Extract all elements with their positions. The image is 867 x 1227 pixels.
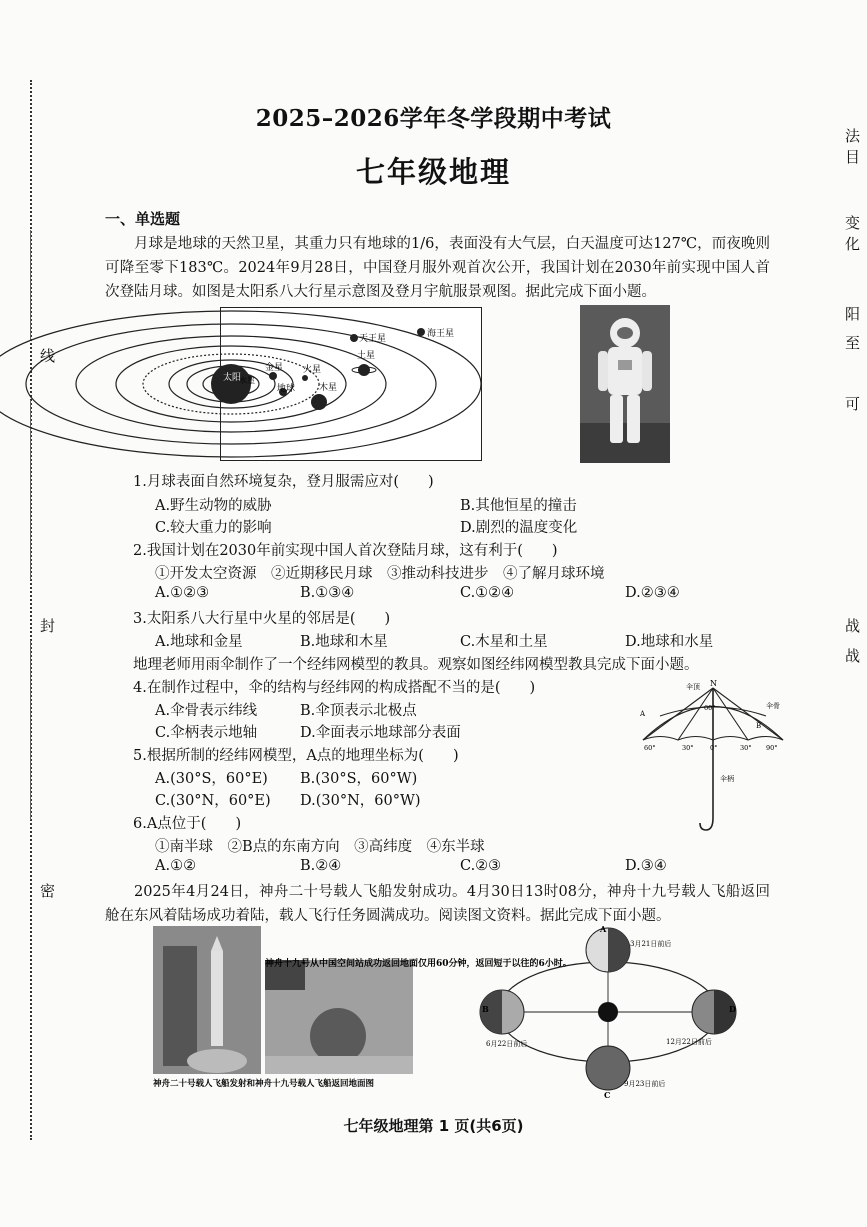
question-2-option-a[interactable]: A.①②③ bbox=[155, 585, 210, 601]
question-6-option-c[interactable]: C.②③ bbox=[460, 858, 502, 874]
question-1-stem: 1.月球表面自然环境复杂，登月服需应对( ) bbox=[133, 474, 434, 490]
orbit-label-b: B bbox=[482, 1004, 489, 1014]
margin-field-line bbox=[8, 230, 31, 340]
question-5-stem: 5.根据所制的经纬网模型，A点的地理坐标为( ) bbox=[133, 748, 459, 764]
question-2-option-c[interactable]: C.①②④ bbox=[460, 585, 515, 601]
jupiter-label: 木星 bbox=[319, 383, 338, 393]
question-1-option-b[interactable]: B.其他恒星的撞击 bbox=[460, 498, 577, 514]
saturn-label: 土星 bbox=[357, 351, 376, 361]
mars-label: 火星 bbox=[303, 365, 322, 375]
question-3-option-a[interactable]: A.地球和金星 bbox=[155, 634, 243, 650]
umbrella-top-label: 伞顶 bbox=[686, 683, 700, 691]
question-4-stem: 4.在制作过程中，伞的结构与经纬网的构成搭配不当的是( ) bbox=[133, 680, 536, 696]
question-3-option-b[interactable]: B.地球和木星 bbox=[300, 634, 388, 650]
umbrella-deg-label: 60° bbox=[644, 744, 656, 752]
page-footer: 七年级地理第 1 页(共6页) bbox=[343, 1117, 524, 1135]
subject-title: 七年级地理 bbox=[355, 155, 511, 189]
mercury-label: 水星 bbox=[239, 376, 255, 385]
question-5-option-c[interactable]: C.(30°N，60°E) bbox=[155, 793, 271, 809]
question-2-option-d[interactable]: D.②③④ bbox=[625, 585, 680, 601]
sun-icon bbox=[598, 1002, 618, 1022]
question-2-items: ①开发太空资源 ②近期移民月球 ③推动科技进步 ④了解月球环境 bbox=[155, 566, 605, 582]
umbrella-rib-label: 伞骨 bbox=[766, 702, 780, 710]
umbrella-deg-label: 30° bbox=[740, 744, 752, 752]
question-4-option-c[interactable]: C.伞柄表示地轴 bbox=[155, 725, 258, 741]
earth-orbit-diagram bbox=[478, 920, 743, 1100]
question-1-option-c[interactable]: C.较大重力的影响 bbox=[155, 520, 272, 536]
earth-label: 地球 bbox=[277, 384, 296, 394]
right-fragment: 战 bbox=[845, 617, 861, 635]
uranus-label: 天王星 bbox=[359, 334, 387, 344]
right-fragment: 可 bbox=[845, 395, 861, 413]
question-6-stem: 6.A点位于( ) bbox=[133, 816, 242, 832]
question-2-stem: 2.我国计划在2030年前实现中国人首次登陆月球，这有利于( ) bbox=[133, 543, 558, 559]
section-heading: 一、单选题 bbox=[105, 210, 181, 228]
question-5-option-b[interactable]: B.(30°S，60°W) bbox=[300, 771, 418, 787]
orbit-date-dec: 12月22日前后 bbox=[666, 1038, 712, 1046]
question-4-option-d[interactable]: D.伞面表示地球部分表面 bbox=[300, 725, 461, 741]
umbrella-north-label: N bbox=[710, 679, 717, 688]
umbrella-intro: 地理老师用雨伞制作了一个经纬网模型的教具。观察如图经纬网模型教具完成下面小题。 bbox=[133, 657, 699, 673]
question-4-option-b[interactable]: B.伞顶表示北极点 bbox=[300, 703, 417, 719]
solar-system-diagram bbox=[220, 307, 482, 461]
umbrella-deg-label: 30° bbox=[682, 744, 694, 752]
question-6-option-a[interactable]: A.①② bbox=[155, 858, 197, 874]
margin-mark-seal: 封 bbox=[40, 617, 56, 635]
umbrella-deg-label: 60° bbox=[704, 704, 716, 712]
umbrella-deg-label: 0° bbox=[710, 744, 718, 752]
umbrella-graticule-diagram bbox=[638, 678, 788, 838]
question-5-option-a[interactable]: A.(30°S，60°E) bbox=[155, 771, 268, 787]
question-1-option-d[interactable]: D.剧烈的温度变化 bbox=[460, 520, 578, 536]
sun-label: 太阳 bbox=[223, 373, 242, 383]
question-1-option-a[interactable]: A.野生动物的威胁 bbox=[155, 498, 272, 514]
umbrella-a-label: A bbox=[640, 710, 646, 718]
orbit-date-mar: 3月21日前后 bbox=[630, 940, 672, 948]
umbrella-deg-label: 90° bbox=[766, 744, 778, 752]
umbrella-b-label: B bbox=[756, 722, 762, 730]
question-5-option-d[interactable]: D.(30°N，60°W) bbox=[300, 793, 421, 809]
orbit-label-d: D bbox=[729, 1004, 736, 1014]
right-fragment: 战 bbox=[845, 647, 861, 665]
question-6-items: ①南半球 ②B点的东南方向 ③高纬度 ④东半球 bbox=[155, 839, 485, 855]
question-4-option-a[interactable]: A.伞骨表示纬线 bbox=[155, 703, 258, 719]
venus-label: 金星 bbox=[265, 363, 284, 373]
orbit-label-a: A bbox=[600, 924, 607, 934]
orbit-date-jun: 6月22日前后 bbox=[486, 1040, 528, 1048]
umbrella-handle-label: 伞柄 bbox=[720, 775, 734, 783]
spacesuit-photo bbox=[580, 305, 670, 463]
orbit-date-sep: 9月23日前后 bbox=[624, 1080, 666, 1088]
right-fragment: 变化 bbox=[845, 214, 861, 253]
exam-title: 2025–2026学年冬学段期中考试 bbox=[255, 105, 612, 132]
moon-intro-paragraph: 月球是地球的天然卫星，其重力只有地球的1/6，表面没有大气层，白天温度可达127℃，而夜晚则可降至零下183℃。2024年9月28日，中国登月服外观首次公开，我国计划在2030年前实现中国人首次登陆月球。如图是太阳系八大行星示意图及登月宇航服景观图。据此完成下面小题。 bbox=[105, 236, 770, 300]
question-6-option-b[interactable]: B.②④ bbox=[300, 858, 342, 874]
question-2-option-b[interactable]: B.①③④ bbox=[300, 585, 355, 601]
question-3-option-c[interactable]: C.木星和土星 bbox=[460, 634, 548, 650]
question-3-stem: 3.太阳系八大行星中火星的邻居是( ) bbox=[133, 611, 391, 627]
margin-mark-line: 线 bbox=[40, 347, 56, 365]
right-fragment: 法目 bbox=[845, 127, 861, 166]
question-3-option-d[interactable]: D.地球和水星 bbox=[625, 634, 714, 650]
right-fragment: 至 bbox=[845, 334, 861, 352]
photo-bottom-caption: 神舟二十号载人飞船发射和神舟十九号载人飞船返回地面图 bbox=[153, 1079, 375, 1089]
neptune-label: 海王星 bbox=[427, 329, 455, 339]
margin-field-line bbox=[8, 640, 31, 820]
orbit-label-c: C bbox=[604, 1090, 611, 1100]
question-6-option-d[interactable]: D.③④ bbox=[625, 858, 667, 874]
photo-inset-caption: 神舟十九号从中国空间站成功返回地面仅用60分钟，返回短于以往的6小时。 bbox=[265, 959, 572, 969]
shenzhou-intro-paragraph: 2025年4月24日，神舟二十号载人飞船发射成功。4月30日13时08分，神舟十九号载人飞船返回舱在东风着陆场成功着陆，载人飞行任务圆满成功。阅读图文资料。据此完成下面小题。 bbox=[105, 884, 770, 924]
right-fragment: 阳 bbox=[845, 305, 861, 323]
margin-mark-secret: 密 bbox=[40, 882, 56, 900]
